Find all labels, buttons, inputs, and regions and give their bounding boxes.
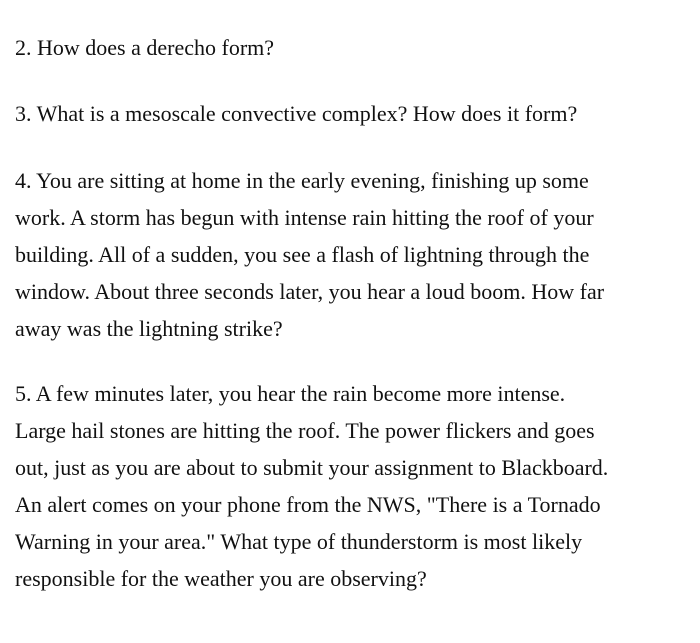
question-text-line: building. All of a sudden, you see a flash of lightning through the <box>15 242 590 267</box>
question-5 <box>15 375 608 597</box>
question-text-line: work. A storm has begun with intense rain hitting the roof of your <box>15 205 594 230</box>
question-text-line: Warning in your area." What type of thunderstorm is most likely <box>15 529 583 554</box>
question-text-line: responsible for the weather you are observing? <box>15 566 427 591</box>
question-3 <box>15 95 577 132</box>
question-text-line: Large hail stones are hitting the roof. The power flickers and goes <box>15 418 595 443</box>
question-text-line: 3. What is a mesoscale convective complex? How does it form? <box>15 101 578 126</box>
question-2 <box>15 29 274 66</box>
question-text-line: out, just as you are about to submit your assignment to Blackboard. <box>15 455 609 480</box>
question-text-line: An alert comes on your phone from the NWS, "There is a Tornado <box>15 492 601 517</box>
question-text-line: 4. You are sitting at home in the early evening, finishing up some <box>15 168 589 193</box>
question-text-line: away was the lightning strike? <box>15 316 283 341</box>
question-text-line: 5. A few minutes later, you hear the rain become more intense. <box>15 381 566 406</box>
question-text-line: 2. How does a derecho form? <box>15 35 275 60</box>
question-text-line: window. About three seconds later, you hear a loud boom. How far <box>15 279 605 304</box>
question-4 <box>15 162 604 347</box>
